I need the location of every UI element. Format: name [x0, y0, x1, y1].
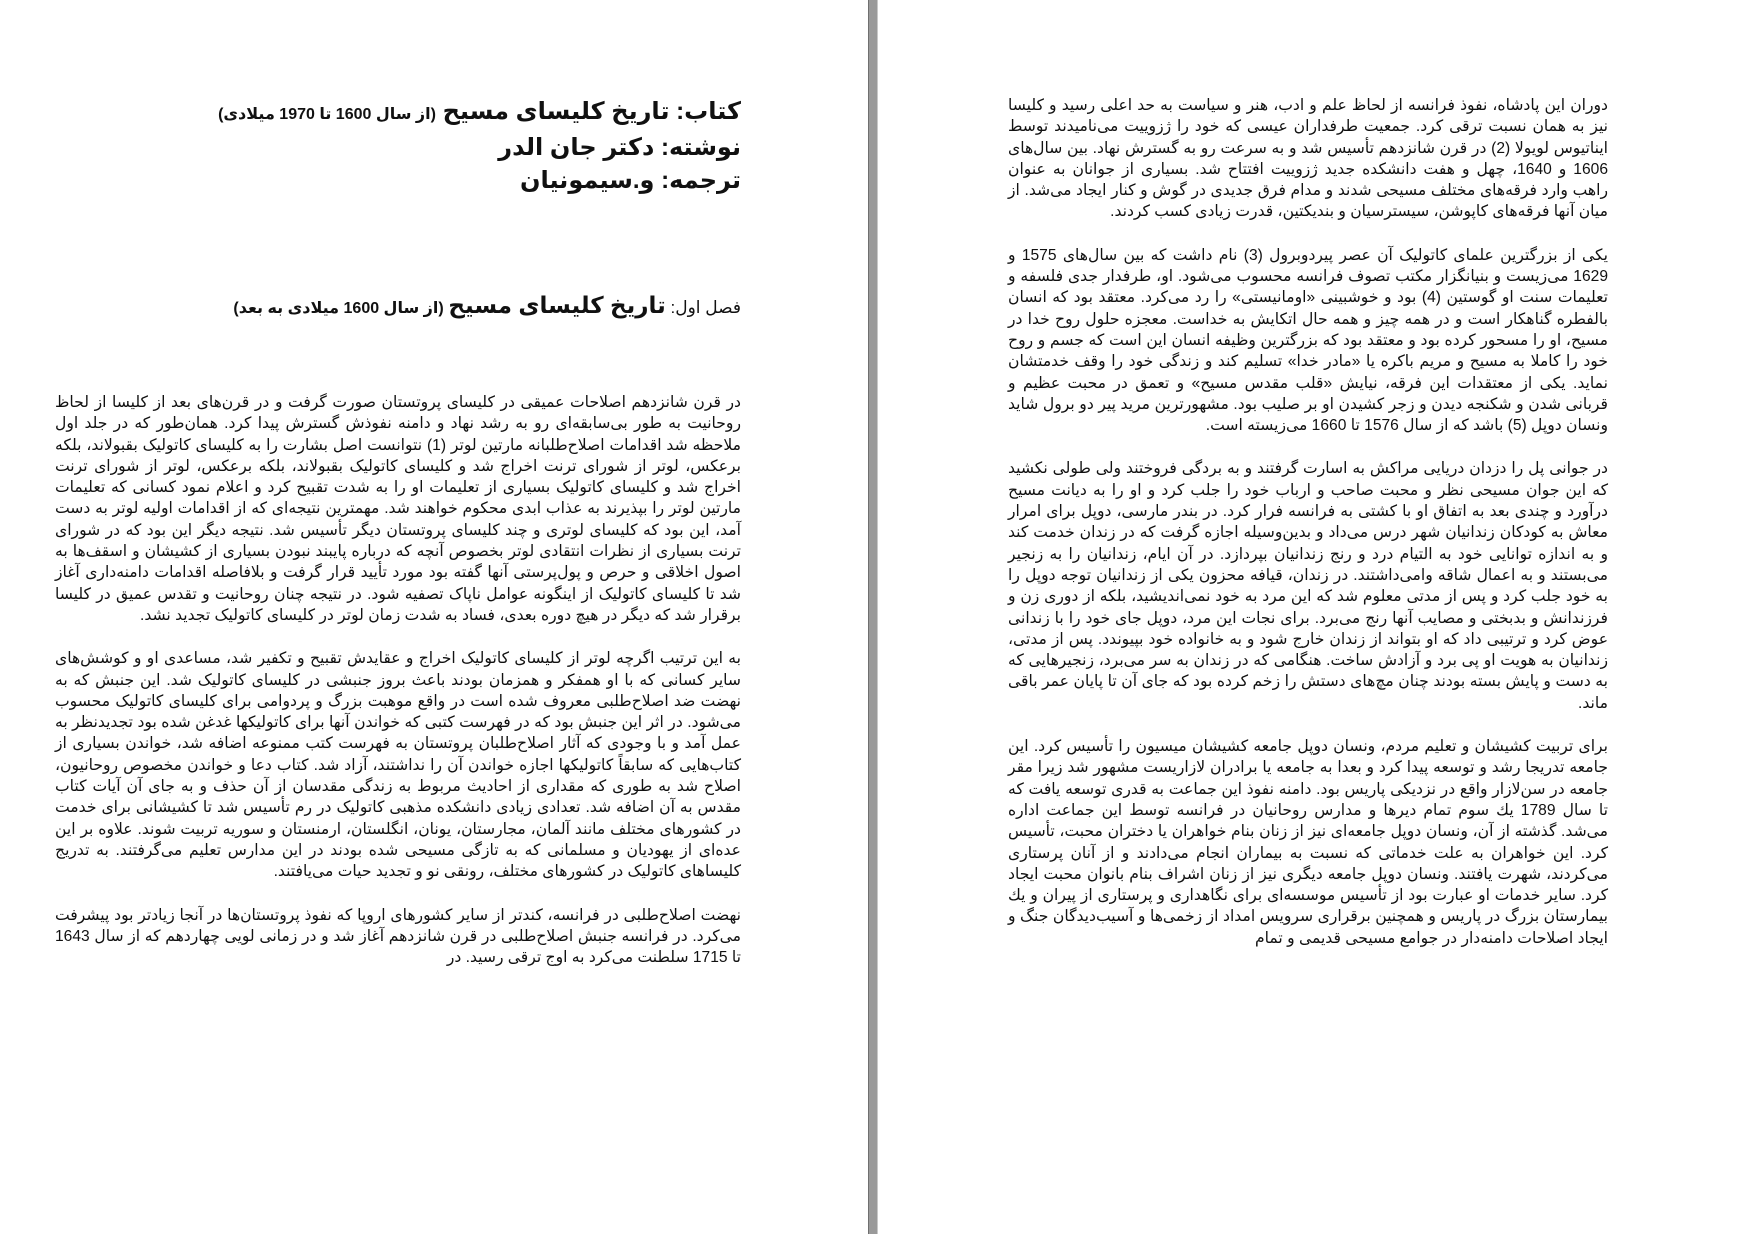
author-line [55, 131, 741, 164]
chapter-label: فصل اول: [670, 298, 741, 317]
chapter-title: تاریخ کلیسای مسیح [448, 292, 666, 318]
paragraph: دوران این پادشاه، نفوذ فرانسه از لحاظ علم و ادب، هنر و سیاست به حد اعلی رسید و کلیسا نیز به همان نسبت ترقی کرد. جمعیت طرفداران عیسی که خود را ژزوییت می‌نامیدند توسط ایناتیوس لویولا (2) در قرن شانزدهم تأسیس شد و به سرعت رو به گسترش نهاد. بین سال‌های 1606 و 1640، چهل و هفت دانشکده جدید ژزوییت افتتاح شد. بسیاری از جوانان به عنوان راهب وارد فرقه‌های مختلف مسیحی شدند و مدام فرق جدیدی در گوش و کنار ایجاد می‌شد. از میان آنها فرقه‌های کاپوشن، سیسترسیان و بندیکتین، قدرت زیادی کسب کردند. [1008, 97, 1608, 221]
paragraph: در قرن شانزدهم اصلاحات عمیقی در کلیسای پروتستان صورت گرفت و در قرن‌های بعد از کلیسا از لحاظ روحانیت به طور بی‌سابقه‌ای رو به رشد نهاد و دامنه نفوذش گسترش پیدا کرد. همان‌طور که در جلد اول ملاحظه شد اقدامات اصلاح‌طلبانه مارتین لوتر (1) نتوانست اصل بشارت را به کلیسای کاتولیک بقبولاند، بلکه برعکس، لوتر از شورای ترنت اخراج شد و کلیسای کاتولیک بقبولاند، بلکه برعکس، لوتر از شورای ترنت اخراج شد و کلیسای کاتولیک بسیاری از تعلیمات او را به شدت تقبیح کرد و اعلام نمود کسانی که تعلیمات مارتین لوتر را بپذیرند به عذاب ابدی محکوم خواهند شد. مهمترین نتیجه‌ای که از اقدامات اولیه لوتر به دست آمد، این بود که کلیسای لوتری و چند کلیسای پروتستان دیگر تأسیس شد. نتیجه دیگر این بود که در شورای ترنت بسیاری از نظرات انتقادی لوتر بخصوص آنچه که درباره پایبند نبودن بسیاری از کشیشان و اسقف‌ها به اصول اخلاقی و حرص و پول‌پرستی آنها گفته بود مورد تأیید قرار گرفت و بلافاصله اقدامات دامنه‌داری آغاز شد تا کلیسای کاتولیک از اینگونه عوامل ناپاک تصفیه شود. در نتیجه چنان روحانیت و تقدس عمیق در کلیسا برقرار شد که دیگر در هیچ دوره بعدی، فساد به شدت زمان لوتر در کلیسای کاتولیک تجدید نشد. [55, 394, 741, 624]
page-divider [868, 0, 878, 1234]
book-header [55, 95, 741, 197]
paragraph: در جوانی پل را دزدان دریایی مراکش به اسارت گرفتند و به بردگی فروختند ولی طولی نکشید که این جوان مسیحی نظر و محبت صاحب و ارباب خود را جلب کرد و او را به دیانت مسیح درآورد و چندی بعد به اتفاق او با کشتی به فرانسه فرار کرد. در بندر مارسی، دوپل برای امرار معاش به کودکان زندانیان شهر درس می‌داد و بدین‌وسیله اجازه گرفت که در زندان خدمت کند و به اندازه توانایی خود به التیام درد و رنج زندانیان بپردازد. در آن ایام، زندانیان را به زنجیر می‌بستند و به اعمال شاقه وامی‌داشتند. در زندان، قیافه محزون یکی از زندانیان توجه دوپل را به خود جلب کرد و پس از مدتی معلوم شد که این مرد به خود نمی‌اندیشید، بلکه از دوری زن و فرزندانش و بدبختی و مصایب آنها رنج می‌برد. برای نجات این مرد، دوپل جای خود را با زندانی عوض کرد و ترتیبی داد که او بتواند از زندان خارج شود و به خانواده خود بپیوندد. پس از مدتی، زندانیان به هویت او پی برد و آزادش ساخت. هنگامی که در زندان به سر می‌برد، زنجیرهایی که به دست و پایش بسته بودند چنان مچ‌های دستش را زخم کرده بود که جای آن تا پایان عمر باقی ماند. [1008, 460, 1608, 712]
translator-name: و.سیمونیان [520, 167, 655, 194]
author-name: دکتر جان الدر [498, 134, 655, 161]
book-label: کتاب: [676, 98, 741, 125]
translator-line [55, 164, 741, 197]
author-label: نوشته: [660, 134, 741, 161]
chapter-range: (از سال 1600 میلادی به بعد) [233, 300, 444, 317]
chapter-heading [55, 292, 741, 322]
paragraph: برای تربیت کشیشان و تعلیم مردم، ونسان دوپل جامعه کشیشان میسیون را تأسیس کرد. این جامعه تدریجا رشد و توسعه پیدا کرد و بعدا به جامعه یا برادران لازاریست مشهور شد زیرا مقر جامعه در سن‌لازار واقع در نزدیکی پاریس بود. دامنه نفوذ این جماعت به قدری توسعه یافت که تا سال 1789 یك سوم تمام دیرها و مدارس روحانیان در فرانسه توسط این جماعت اداره می‌شد. گذشته از آن، ونسان دوپل جامعه‌ای نیز از زنان بنام خواهران یا دختران محبت، تأسیس کرد. این خواهران به علت خدماتی که نسبت به بیماران انجام می‌دادند و از آنان پرستاری می‌کردند، شهرت یافتند. ونسان دوپل جامعه دیگری نیز از زنان اشراف بنام بانوان محبت ایجاد کرد. سایر خدمات او عبارت بود از تأسیس موسسه‌ای برای نگاهداری و پرستاری از پیران و یك بیمارستان بزرگ در پاریس و همچنین برقراری سرویس امداد از زخمی‌ها و آسیب‌دیدگان جنگ و ایجاد اصلاحات دامنه‌دار در جوامع مسیحی قدیمی و تمام [1008, 738, 1608, 947]
right-page [878, 0, 1753, 1234]
left-body [55, 392, 741, 968]
right-body [1008, 95, 1608, 949]
paragraph: به این ترتیب اگرچه لوتر از کلیسای کاتولیک اخراج و عقایدش تقبیح و تکفیر شد، مساعدی او و کوشش‌های سایر کسانی که با او همفکر و همزمان بودند باعث بروز جنبشی در کلیسای کاتولیک شد. این جنبش که به نهضت ضد اصلاح‌طلبی معروف شده است در واقع موهبت بزرگ و پردوامی برای کلیسای کاتولیک محسوب می‌شود. در اثر این جنبش بود که در فهرست کتبی که خواندن آنها برای کاتولیکها غدغن شده بود تجدیدنظر به عمل آمد و با وجودی که آثار اصلاح‌طلبان پروتستان به فهرست کتب ممنوعه اضافه شد، خواندن بسیاری از کتاب‌هایی که سابقاً کاتولیکها اجازه خواندن آن را نداشتند، آزاد شد. کتاب دعا و خواندن مخصوص روحانیون، اصلاح شد به طوری که مقداری از احادیث مربوط به زندگی مقدسان از آن حذف و به جای آن آیات کتاب مقدس به آن اضافه شد. تعدادی زیادی دانشکده مذهبی کاتولیک در رم تأسیس شد تا کشیشانی برای خدمت در کشورهای مختلف مانند آلمان، مجارستان، یونان، انگلستان، ارمنستان و سوریه تربیت شوند. علاوه بر این عده‌ای از یهودیان و مسلمانی که به تازگی مسیحی شده بودند در این مدارس تعلیم می‌گرفتند. به تدریج کلیساهای کاتولیک در کشورهای مختلف، رونقی نو و تجدید حیات می‌یافتند. [55, 650, 741, 881]
paragraph: نهضت اصلاح‌طلبی در فرانسه، کندتر از سایر کشورهای اروپا که نفوذ پروتستان‌ها در آنجا زیادتر بود پیشرفت می‌کرد. در فرانسه جنبش اصلاح‌طلبی در قرن شانزدهم آغاز شد و در زمانی لویی چهاردهم که از سال 1643 تا 1715 سلطنت می‌کرد به اوج ترقی رسید. در [55, 906, 741, 967]
translator-label: ترجمه: [661, 167, 741, 194]
left-page [0, 0, 868, 1234]
book-range: (از سال 1600 تا 1970 میلادی) [218, 106, 436, 123]
paragraph: یکی از بزرگترین علمای کاتولیک آن عصر پیردوبرول (3) نام داشت که بین سال‌های 1575 و 1629 می‌زیست و بنیانگزار مکتب تصوف فرانسه محسوب می‌شود. او، طرفدار جدی فلسفه و تعلیمات سنت او گوستین (4) بود و خوشبینی «اومانیستی» را رد می‌کرد. معتقد بود که انسان بالفطره گناهکار است و در همه چیز و همه حال اتکایش به خداست. معجزه حلول روح خدا در مسیح، او را مسحور کرده بود و معتقد بود که بزرگترین وظیفه انسان این است که جسم و روح خود را کاملا به مسیح و مریم باکره یا «مادر خدا» تسلیم کند و زندگی خود را وقف خدمتشان نماید. یکی از معتقدات این فرقه، نیایش «قلب مقدس مسیح» و تعمق در محبت عظیم و قربانی شدن و شکنجه دیدن و زجر کشیدن او بر صلیب بود. مشهورترین مرید پیر دو برول شاید ونسان دوپل (5) باشد که از سال 1576 تا 1660 می‌زیسته است. [1008, 246, 1608, 435]
book-title-line [55, 95, 741, 131]
book-title: تاریخ کلیسای مسیح [442, 98, 670, 125]
